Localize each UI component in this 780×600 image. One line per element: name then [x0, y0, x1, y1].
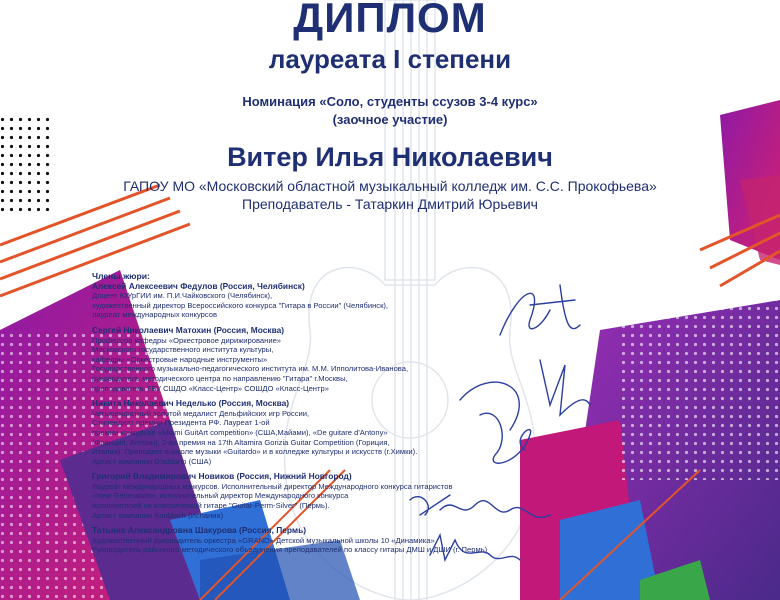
signature-novikov-2 — [410, 495, 450, 515]
signature-nedelko — [460, 382, 531, 463]
participation-type: (заочное участие) — [332, 112, 448, 127]
signature-fedulov — [500, 285, 580, 335]
jury-member-info: Руководитель районного методического объединения преподавателей по классу гитары ДМШ и ДШИ (г. Пермь) — [92, 545, 488, 555]
jury-member-info: премии конкурсов «Miami GuitArt competition» (США,Майами), «De guitare d'Antony» — [92, 427, 388, 437]
jury-member-info: преподаватель ГБУ СШДО «Класс-Центр» СОШДО «Класс-Центр» — [92, 383, 329, 393]
jury-member-info: Лауреат международных конкурсов. Исполнительный директор Международного конкурса гитаристов — [92, 481, 453, 491]
diploma-title: ДИПЛОМ — [293, 0, 487, 41]
jury-member-info: Государственного музыкально-педагогического института им. М.М. Ипполитова-Иванова, — [92, 364, 409, 374]
jury-member-info: Артист компании D'addario (США) — [92, 456, 212, 466]
jury-member-name: Сергей Николаевич Матохин (Россия, Москва) — [92, 324, 285, 335]
institution: ГАПОУ МО «Московский областной музыкальный колледж им. С.С. Прокофьева» — [123, 178, 657, 194]
jury-member-info: Художественный руководитель оркестра «GRAND» Детской музыкальной школы 10 «Динамика» — [92, 535, 435, 545]
jury-member-info: исполнителей на классической гитаре "Guitar-Perm-Silver" (Пермь). — [92, 501, 330, 511]
jury-member-info: кафедры «Оркестровые народные инструменты» — [92, 354, 268, 364]
diploma-subtitle: лауреата I степени — [268, 44, 512, 74]
jury-member-name: Татьяна Александровна Шакурова (Россия, Пермь) — [92, 525, 307, 536]
jury-member-info: руководитель методического центра по направлению "Гитара" г.Москвы, — [92, 373, 348, 383]
jury-heading: Члены жюри: — [92, 271, 150, 281]
laureate-name: Витер Илья Николаевич — [227, 142, 553, 172]
jury-member-info: Профессор кафедры «Оркестровое дирижирование» — [92, 335, 282, 345]
jury-member-info: Доцент ЮУрГИИ им. П.И.Чайковского (Челябинск), — [92, 291, 273, 301]
jury-member-info: Четырехкратный золотой медалист Дельфийских игр России, — [92, 408, 310, 418]
jury-member-info: (Франция, Антони), 2-ая премия на 17th Altamira Gorizia Guitar Competition (Гориция, — [92, 437, 390, 447]
jury-member-info: «New Generation», исполнительный директор Международного конкурса — [92, 491, 349, 501]
jury-member-info: Италия). Преподает в школе музыки «Guitardo» и в колледже культуры и искусств (г.Химки). — [92, 447, 418, 457]
jury-member-info: лауреат международных конкурсов — [92, 310, 218, 320]
jury-member-name: Алексей Алексеевич Федулов (Россия, Челябинск) — [92, 280, 305, 291]
signature-shakurova — [430, 535, 520, 560]
jury-member-name: Никита Николаевич Неделько (Россия, Москва) — [92, 398, 290, 409]
jury-member-info: Артист компании Knobloch (Испания) — [92, 510, 224, 520]
nomination: Номинация «Соло, студенты ссузов 3-4 курс» — [242, 94, 538, 109]
jury-member-name: Григорий Владимирович Новиков (Россия, Нижний Новгород) — [92, 471, 352, 482]
jury-member-info: Стипендиат премии Президента РФ. Лауреат 1-ой — [92, 418, 270, 428]
signature-matokhin — [540, 360, 590, 415]
jury-member-info: Московского государственного института культуры, — [92, 345, 274, 355]
jury-member-info: художественный директор Всероссийского конкурса "Гитара в России" (Челябинск), — [92, 300, 389, 310]
jury-signatures — [400, 265, 600, 600]
teacher: Преподаватель - Татаркин Дмитрий Юрьевич — [242, 196, 538, 212]
signature-novikov — [440, 501, 550, 518]
